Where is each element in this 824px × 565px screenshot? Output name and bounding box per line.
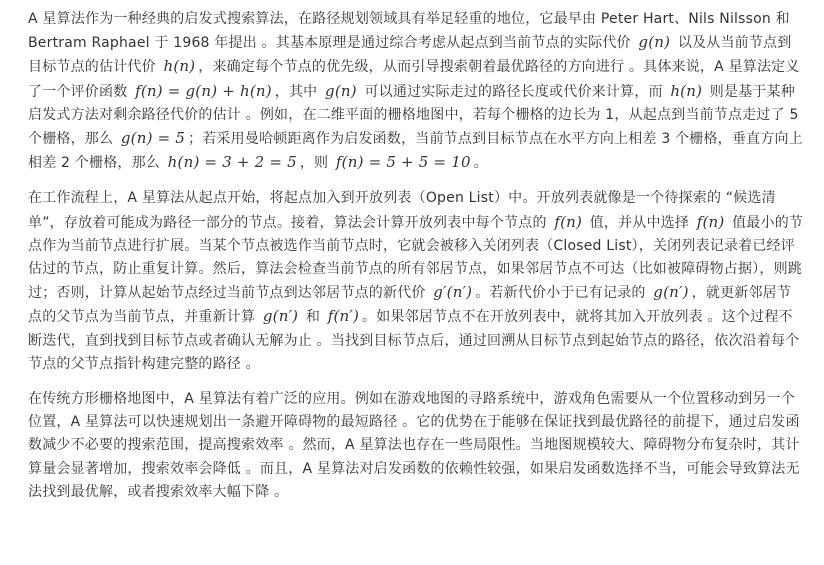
math-formula: f(n′) [327,307,360,326]
text-run: 和 [301,309,325,326]
text-run: 在传统方形栅格地图中，A 星算法有着广泛的应用。例如在游戏地图的寻路系统中，游戏角色需要从一个位置移动到另一个位置，A 星算法可以快速规划出一条避开障碍物的最短路径 。它的优势在于能够在保证找到最优路径的前提下，通过启发函数减少不必要的搜索范围，提高搜索效率 。然而，A 星算法也存在一些局限性。当地图规模较大、障碍物分布复杂时，其计算量会显著增加，搜索效率会降低 。而且，A 星算法对启发函数的依赖性较强，如果启发函数选择不当，可能会导致算法无法找到最优解，或者搜索效率大幅下降 。 [28,391,800,500]
text-run: 则是基于某种启发式方法对剩余路径代价的估计 。例如，在二维平面的栅格地图中，若每个栅格的边长为 1，从起点到当前节点走过了 5 个栅格，那么 [28,83,799,148]
math-formula: g(n′) [262,307,299,326]
math-formula: g(n) [325,81,357,100]
text-run: ，来确定每个节点的优先级，从而引导搜索朝着最优路径的方向进行 。具体来说，A 星算法定义了一个评价函数 [28,59,800,100]
math-formula: g(n) = 5 [120,129,186,148]
math-formula: g(n′) [653,283,689,302]
paragraph-a-star-workflow [28,187,804,376]
text-run: 可以通过实际走过的路径长度或代价来计算，而 [359,83,668,100]
math-formula: f(n) = 5 + 5 = 10 [335,153,471,172]
math-formula: h(n) = 3 + 2 = 5 [167,153,297,172]
text-run: A 星算法作为一种经典的启发式搜索算法，在路径规划领域具有举足轻重的地位，它最早由 Peter Hart、Nils Nilsson 和 Bertram Raphael 于 1968 年提出 。其基本原理是通过综合考虑从起点到当前节点的实际代价 [28,11,790,52]
math-formula: f(n) = g(n) + h(n) [135,81,272,100]
math-formula: g′(n′) [433,283,473,302]
math-formula: h(n) [670,81,703,100]
text-run: ；若采用曼哈顿距离作为启发函数，当前节点到目标节点在水平方向上相差 3 个栅格，垂直方向上相差 2 个栅格，那么 [28,131,803,172]
paragraph-a-star-intro [28,8,804,175]
text-run: 。若新代价小于已有记录的 [475,285,651,302]
math-formula: h(n) [163,57,196,76]
paragraph-a-star-applications [28,388,804,504]
text-run: ，则 [299,155,333,172]
math-formula: g(n) [638,33,671,52]
text-run: 。如果邻居节点不在开放列表中，就将其加入开放列表 。这个过程不断迭代，直到找到目标节点或者确认无解为止 。当找到目标节点后，通过回溯从目标节点到起始节点的路径，依次沿着每个节点的父节点指针构建完整的路径 。 [28,309,800,372]
text-run: 以及从当前节点到目标节点的估计代价 [28,35,792,76]
text-run: 值最小的节点作为当前节点进行扩展。当某个节点被选作当前节点时，它就会被移入关闭列表（Closed List），关闭列表记录着已经评估过的节点，防止重复计算。然后，算法会检查当前节点的所有邻居节点，如果邻居节点不可达（比如被障碍物占据），则跳过；否则，计算从起始节点经过当前节点到达邻居节点的新代价 [28,214,804,302]
text-run: ，就更新邻居节点的父节点为当前节点，并重新计算 [28,285,792,326]
text-run: ，其中 [274,83,323,100]
math-formula: f(n) [554,212,583,231]
text-run: 在工作流程上，A 星算法从起点开始，将起点加入到开放列表（Open List）中。开放列表就像是一个待探索的 “候选清单”，存放着可能成为路径一部分的节点。接着，算法会计算开放列表中每个节点的 [28,190,776,231]
math-formula: f(n) [696,212,725,231]
document-body [28,8,804,516]
text-run: 值，并从中选择 [585,214,694,231]
text-run: 。 [473,155,488,172]
